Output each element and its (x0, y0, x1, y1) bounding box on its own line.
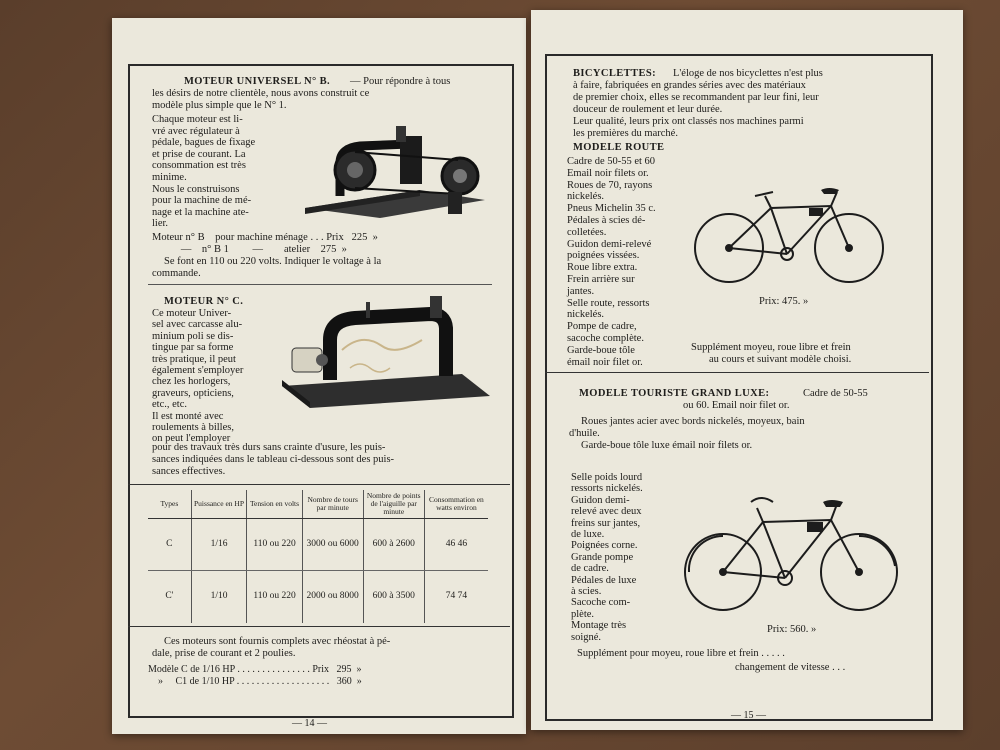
sewing-machine-motor-c-illustration (280, 290, 492, 408)
left-page (112, 18, 526, 734)
text-line: Pneus Michelin 35 c. (567, 203, 656, 215)
text-line: Guidon demi-relevé (567, 238, 652, 250)
text-line: Ce moteur Univer- (152, 308, 232, 319)
text-line: Roues de 70, rayons (567, 179, 653, 191)
text-line: sacoche complète. (567, 333, 644, 344)
text-line: poignées vissées. (567, 250, 640, 262)
text-line: chez les horlogers, (152, 376, 231, 388)
text-line: Selle poids lourd (571, 472, 643, 483)
bicyclettes-title: BICYCLETTES: (573, 68, 656, 79)
bicyclettes-intro-line: douceur de roulement et leur durée. (573, 104, 723, 115)
text-line: soigné. (571, 631, 602, 643)
text-line: tingue par sa forme (152, 342, 234, 354)
table-cell: 600 à 3500 (363, 571, 424, 623)
text-line: Pompe de cadre, (567, 321, 637, 333)
touriste-full-1: Roues jantes acier avec bords nickelés, moyeux, bain (581, 416, 805, 427)
touriste-price: Prix: 560. » (767, 624, 817, 635)
table-cell: 600 à 2600 (363, 519, 424, 571)
text-line: et prise de courant. La (152, 148, 246, 160)
moteur-c-tail-3: sances effectives. (152, 466, 226, 477)
text-line: ressorts nickelés. (571, 483, 643, 495)
bicyclettes-intro-1: L'éloge de nos bicyclettes n'est plus (673, 68, 823, 79)
text-line: on peut l'employer (152, 433, 231, 445)
text-line: etc., etc. (152, 399, 187, 411)
text-line: roulements à billes, (152, 422, 234, 433)
touriste-full-3: Garde-boue tôle luxe émail noir filets or. (581, 440, 753, 451)
text-line: Frein arrière sur (567, 274, 635, 285)
text-line: Garde-boue tôle (567, 344, 635, 356)
text-line: également s'employer (152, 365, 244, 376)
footer-line-1: Ces moteurs sont fournis complets avec rhéostat à pé- (164, 636, 391, 647)
divider (545, 372, 929, 373)
text-line: minime. (152, 172, 187, 183)
route-supplement-2: au cours et suivant modèle choisi. (709, 354, 852, 365)
touriste-intro-2: ou 60. Email noir filet or. (683, 400, 790, 411)
text-line: très pratique, il peut (152, 353, 236, 365)
text-line: vré avec régulateur à (152, 125, 240, 137)
text-line: nickelés. (567, 191, 605, 203)
footer-price-1: Modèle C de 1/16 HP . . . . . . . . . . . . . . . Prix 295 » (148, 664, 362, 675)
text-line: Pédales de luxe (571, 574, 637, 586)
bicyclettes-intro-line: à faire, fabriquées en grandes séries avec des matériaux (573, 80, 806, 91)
text-line: Cadre de 50-55 et 60 (567, 156, 656, 167)
text-line: émail noir filet or. (567, 356, 643, 368)
text-line: plète. (571, 608, 595, 620)
moteur-c-title: MOTEUR N° C. (164, 296, 244, 307)
right-page (531, 10, 963, 730)
text-line: Selle route, ressorts (567, 297, 650, 309)
text-line: graveurs, opticiens, (152, 387, 234, 399)
page-number: — 14 — (292, 718, 327, 729)
text-line: à scies. (571, 586, 602, 597)
text-line: relevé avec deux (571, 506, 642, 518)
text-line: freins sur jantes, (571, 517, 641, 529)
table-header: Types (148, 490, 191, 519)
table-cell: 46 46 (424, 519, 488, 571)
text-line: Pédales à scies dé- (567, 215, 646, 226)
text-line: consommation est très (152, 160, 246, 172)
text-line: Montage très (571, 620, 627, 632)
table-cell: 2000 ou 8000 (302, 571, 363, 623)
table-cell: C (148, 519, 191, 571)
text-line: Guidon demi- (571, 494, 630, 506)
touriste-intro-1: Cadre de 50-55 (803, 388, 868, 399)
text-line: de cadre. (571, 563, 609, 575)
motor-spec-table (148, 490, 488, 623)
text-line: nickelés. (567, 309, 605, 321)
text-line: Roue libre extra. (567, 262, 638, 274)
text-line: minium poli se dis- (152, 330, 234, 342)
moteur-b-title: MOTEUR UNIVERSEL N° B. (184, 76, 331, 87)
divider (148, 284, 492, 285)
table-row (148, 519, 488, 571)
table-cell: 3000 ou 6000 (302, 519, 363, 571)
table-row (148, 571, 488, 623)
moteur-b-price-1: Moteur n° B pour machine ménage . . . Prix 225 » (152, 232, 378, 243)
table-header: Puissance en HP (191, 490, 247, 519)
touriste-supplement-2: changement de vitesse . . . (735, 662, 846, 673)
text-line: Poignées corne. (571, 540, 638, 552)
table-cell: C' (165, 591, 174, 602)
table-header: Consommation en watts environ (424, 490, 488, 519)
bicyclettes-intro-line: les premières du marché. (573, 128, 678, 139)
text-line: sel avec carcasse alu- (152, 319, 243, 331)
text-line: Sacoche com- (571, 597, 631, 609)
divider (128, 484, 510, 485)
bicycle-route-illustration (691, 178, 891, 286)
table-cell: 74 74 (424, 571, 488, 623)
table-header: Nombre de points de l'aiguille par minute (363, 490, 424, 519)
bicycle-touriste-illustration (681, 488, 901, 616)
route-title: MODELE ROUTE (573, 142, 665, 153)
text-line: Chaque moteur est li- (152, 114, 243, 125)
text-line: nage et la machine ate- (152, 206, 249, 218)
text-line: lier. (152, 218, 169, 230)
text-line: pédale, bagues de fixage (152, 137, 256, 149)
text-line: Nous le construisons (152, 183, 240, 195)
text-line: Email noir filets or. (567, 167, 649, 179)
table-cell: 1/10 (191, 571, 247, 623)
moteur-b-intro-2: les désirs de notre clientèle, nous avons construit ce (152, 88, 370, 99)
moteur-b-volt-1: Se font en 110 ou 220 volts. Indiquer le voltage à la (164, 256, 382, 267)
page-number: — 15 — (731, 710, 766, 721)
route-supplement-1: Supplément moyeu, roue libre et frein (691, 342, 851, 353)
touriste-title: MODELE TOURISTE GRAND LUXE: (579, 388, 770, 399)
text-line: de luxe. (571, 529, 605, 540)
divider (128, 626, 510, 627)
footer-price-2: » C1 de 1/10 HP . . . . . . . . . . . . . . . . . . . 360 » (148, 676, 362, 687)
table-cell: 110 ou 220 (247, 519, 302, 571)
table-header: Nombre de tours par minute (302, 490, 363, 519)
sewing-machine-motor-b-illustration (300, 118, 490, 218)
table-cell: 110 ou 220 (247, 571, 302, 623)
table-header: Tension en volts (247, 490, 302, 519)
moteur-b-intro-3: modèle plus simple que le N° 1. (152, 100, 287, 111)
footer-line-2: dale, prise de courant et 2 poulies. (152, 648, 296, 659)
touriste-full-2: d'huile. (569, 428, 600, 439)
text-line: Il est monté avec (152, 410, 224, 422)
text-line: Grande pompe (571, 551, 634, 563)
text-line: jantes. (567, 285, 595, 297)
moteur-b-price-2: — n° B 1 — atelier 275 » (152, 244, 347, 255)
moteur-b-intro-1: — Pour répondre à tous (350, 76, 451, 87)
table-cell: 1/16 (191, 519, 247, 571)
bicyclettes-intro-line: de premier choix, elles se recommandent par leur fini, leur (573, 92, 819, 103)
text-line: colletées. (567, 226, 607, 238)
text-line: pour la machine de mé- (152, 195, 252, 207)
bicyclettes-intro-line: Leur qualité, leurs prix ont classés nos machines parmi (573, 116, 804, 127)
route-price: Prix: 475. » (759, 296, 809, 307)
moteur-c-tail-1: pour des travaux très durs sans crainte d'usure, les puis- (152, 442, 386, 453)
moteur-c-tail-2: sances indiquées dans le tableau ci-dessous sont des puis- (152, 454, 395, 465)
touriste-supplement-1: Supplément pour moyeu, roue libre et frein . . . . . (577, 648, 785, 659)
moteur-b-volt-2: commande. (152, 268, 201, 279)
